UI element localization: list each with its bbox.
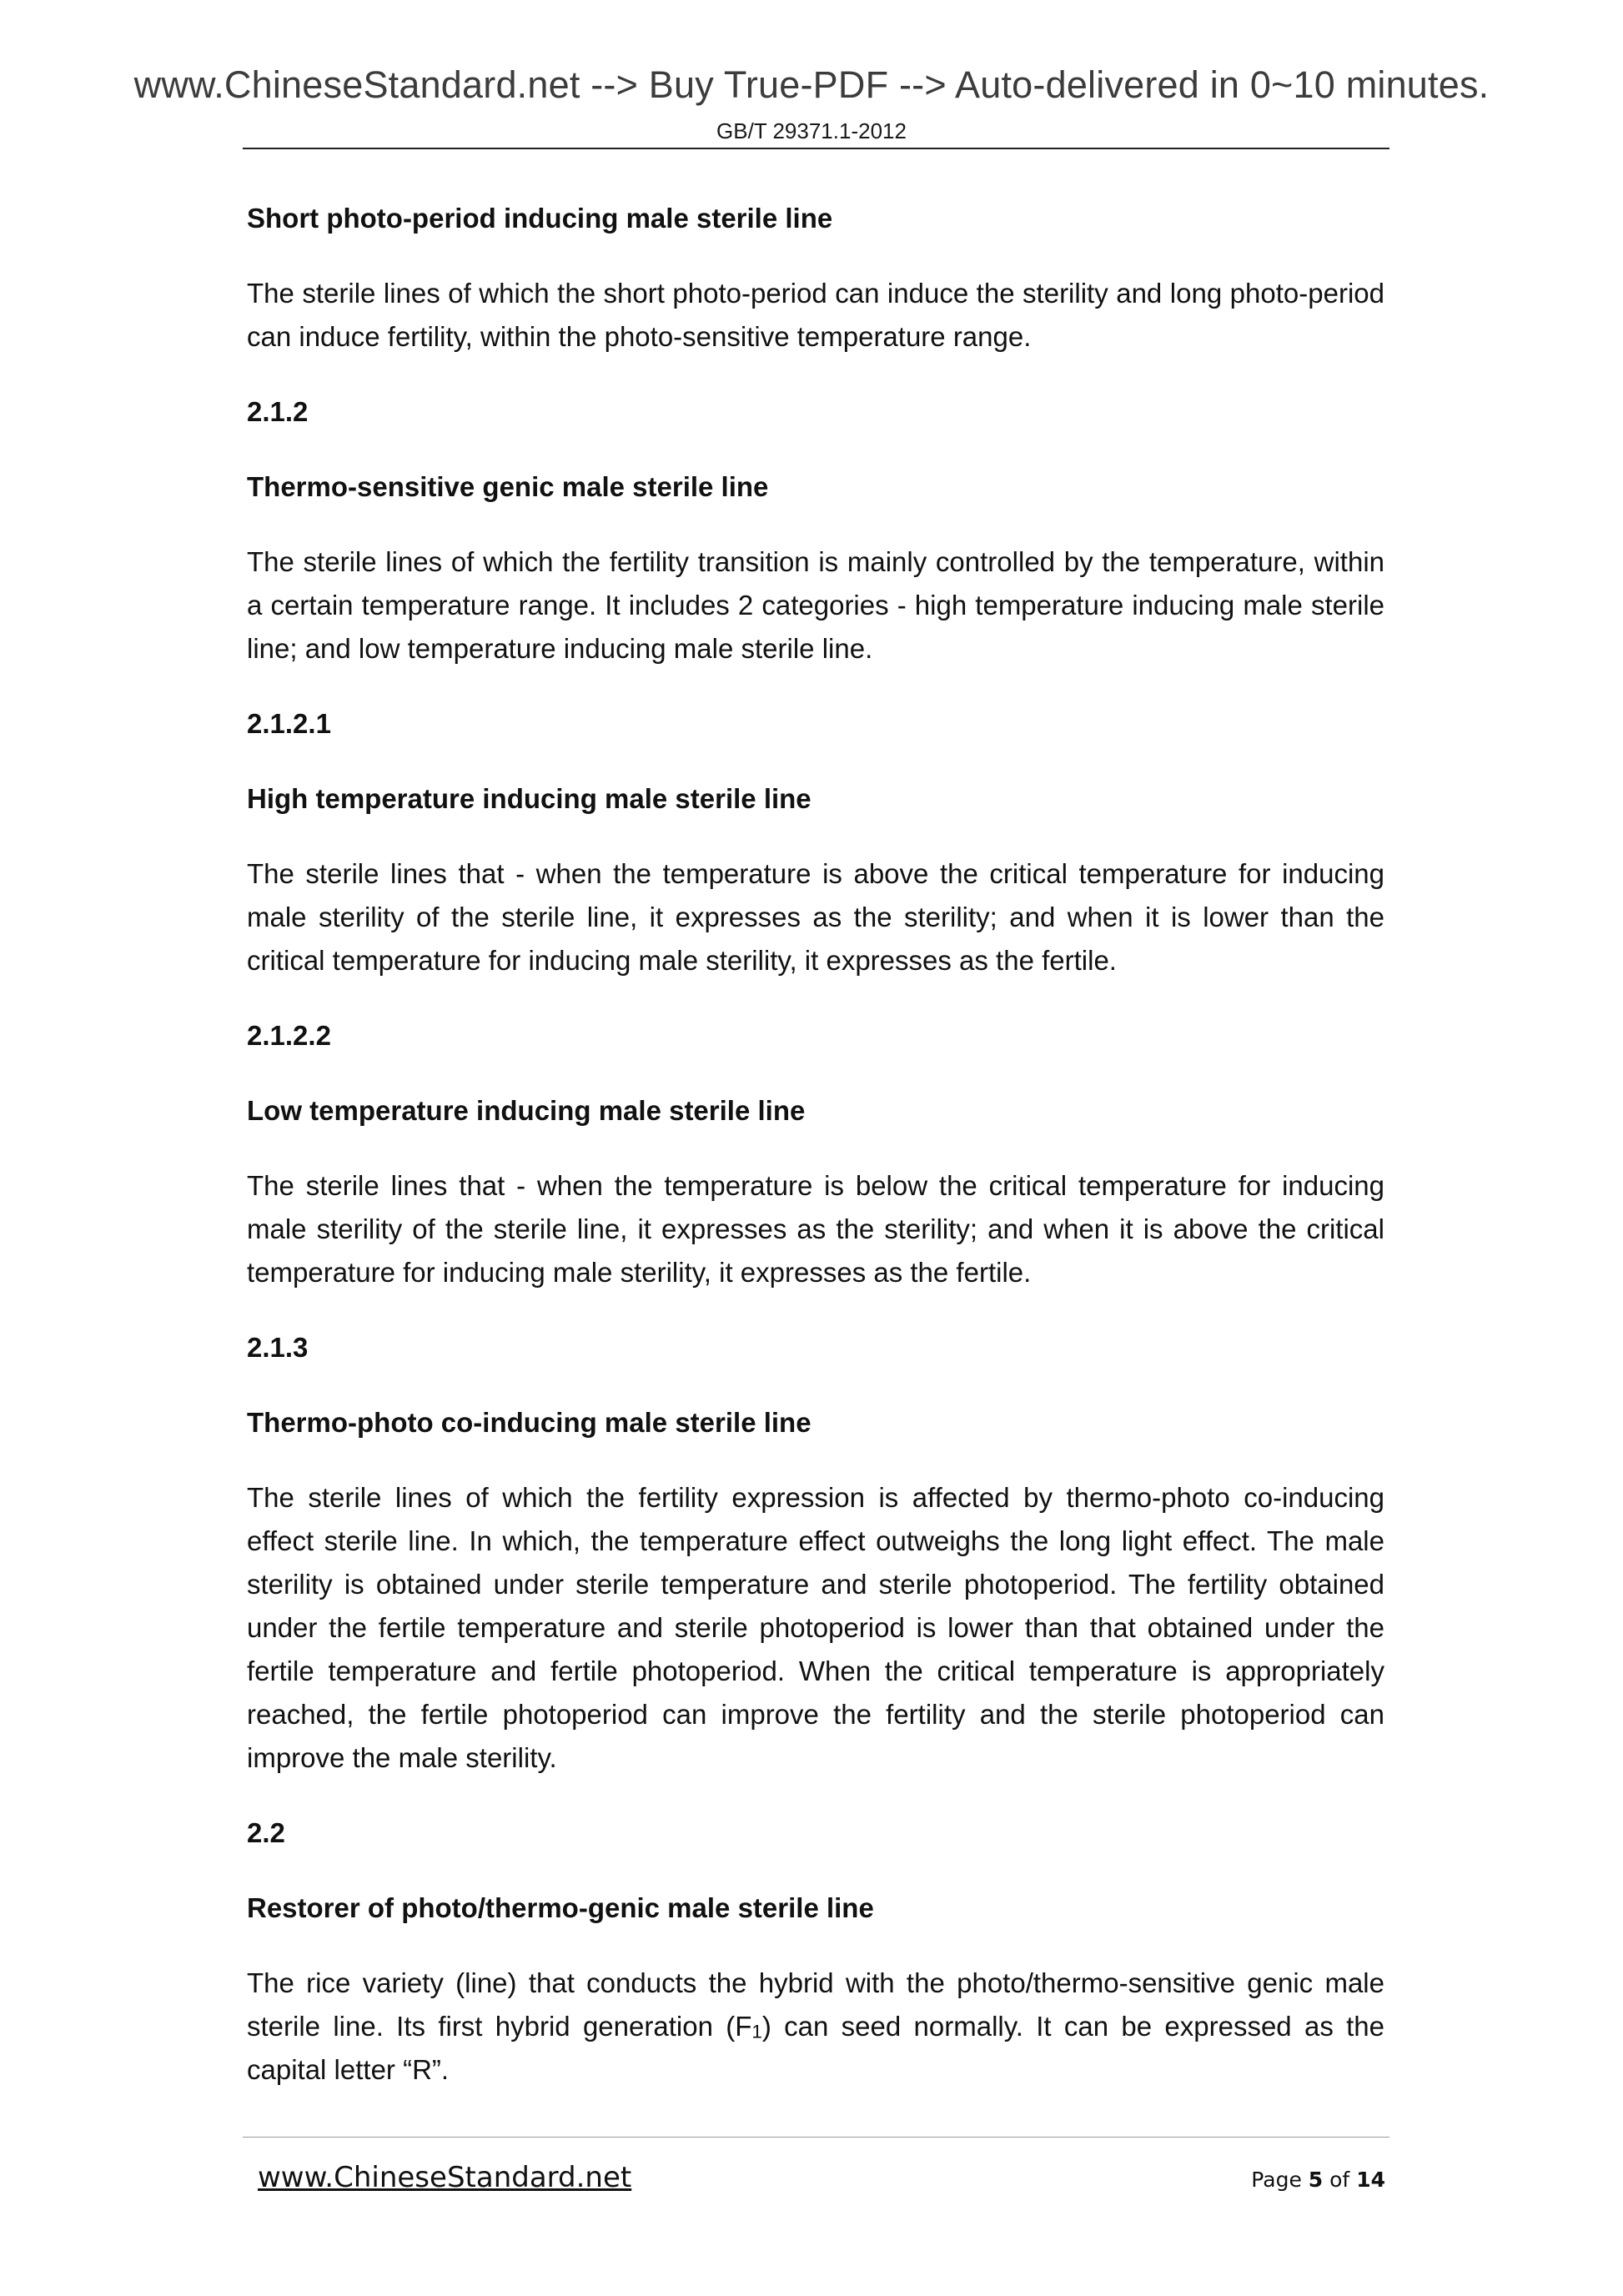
section-number-2-1-2: 2.1.2	[247, 396, 309, 427]
page-body	[247, 197, 1384, 2123]
definition-restorer-part-1: The rice variety (line) that conducts the hybrid with the photo/thermo-sensitive genic male sterile line. Its first hybrid generation (F	[247, 1967, 1384, 2042]
section-number-2-2: 2.2	[247, 1817, 285, 1848]
page-label: Page	[1251, 2168, 1302, 2192]
page-indicator	[1251, 2167, 1385, 2193]
section-number-2-1-2-1: 2.1.2.1	[247, 708, 331, 739]
subscript-generation: 1	[751, 2021, 762, 2042]
page-total: 14	[1356, 2168, 1385, 2192]
document-number: GB/T 29371.1-2012	[716, 118, 907, 143]
definition-low-temperature: The sterile lines that - when the temperature is below the critical temperature for inducing male sterility of the sterile line, it expresses as the sterility; and when it is above the critical temperature for inducing male sterility, it expresses as the fertile.	[247, 1170, 1384, 1288]
page-current: 5	[1308, 2168, 1324, 2192]
term-title-short-photo-period: Short photo-period inducing male sterile line	[247, 203, 833, 234]
section-number-2-1-2-2: 2.1.2.2	[247, 1020, 331, 1051]
footer-divider	[243, 2137, 1389, 2138]
term-title-restorer: Restorer of photo/thermo-genic male sterile line	[247, 1892, 874, 1923]
definition-restorer	[247, 1962, 1384, 2092]
term-title-thermo-photo: Thermo-photo co-inducing male sterile line	[247, 1407, 812, 1438]
definition-thermo-sensitive: The sterile lines of which the fertility transition is mainly controlled by the temperature, within a certain temperature range. It includes 2 categories - high temperature inducing male sterile line; and low temperature inducing male sterile line.	[247, 546, 1384, 664]
definition-short-photo-period: The sterile lines of which the short photo-period can induce the sterility and long photo-period can induce fertility, within the photo-sensitive temperature range.	[247, 278, 1384, 352]
header-divider	[243, 148, 1389, 149]
term-title-thermo-sensitive: Thermo-sensitive genic male sterile line	[247, 471, 769, 502]
definition-high-temperature: The sterile lines that - when the temperature is above the critical temperature for inducing male sterility of the sterile line, it expresses as the sterility; and when it is lower than the critical temperature for inducing male sterility, it expresses as the fertile.	[247, 858, 1384, 976]
page-of-label: of	[1329, 2168, 1350, 2192]
term-title-low-temperature: Low temperature inducing male sterile line	[247, 1095, 806, 1126]
definition-restorer-part-2: ) can seed normally. It can be expressed as the capital letter “R”.	[247, 2011, 1384, 2085]
definition-thermo-photo: The sterile lines of which the fertility expression is affected by thermo-photo co-inducing effect sterile line. In which, the temperature effect outweighs the long light effect. The male sterility is obtained under sterile temperature and sterile photoperiod. The fertility obtained under the fertile temperature and sterile photoperiod is lower than that obtained under the fertile temperature and fertile photoperiod. When the critical temperature is appropriately reached, the fertile photoperiod can improve the fertility and the sterile photoperiod can improve the male sterility.	[247, 1482, 1384, 1773]
section-number-2-1-3: 2.1.3	[247, 1332, 309, 1363]
promo-banner: www.ChineseStandard.net --> Buy True-PDF --> Auto-delivered in 0~10 minutes.	[133, 63, 1490, 106]
footer-site-link[interactable]: www.ChineseStandard.net	[258, 2161, 632, 2194]
term-title-high-temperature: High temperature inducing male sterile line	[247, 783, 812, 814]
